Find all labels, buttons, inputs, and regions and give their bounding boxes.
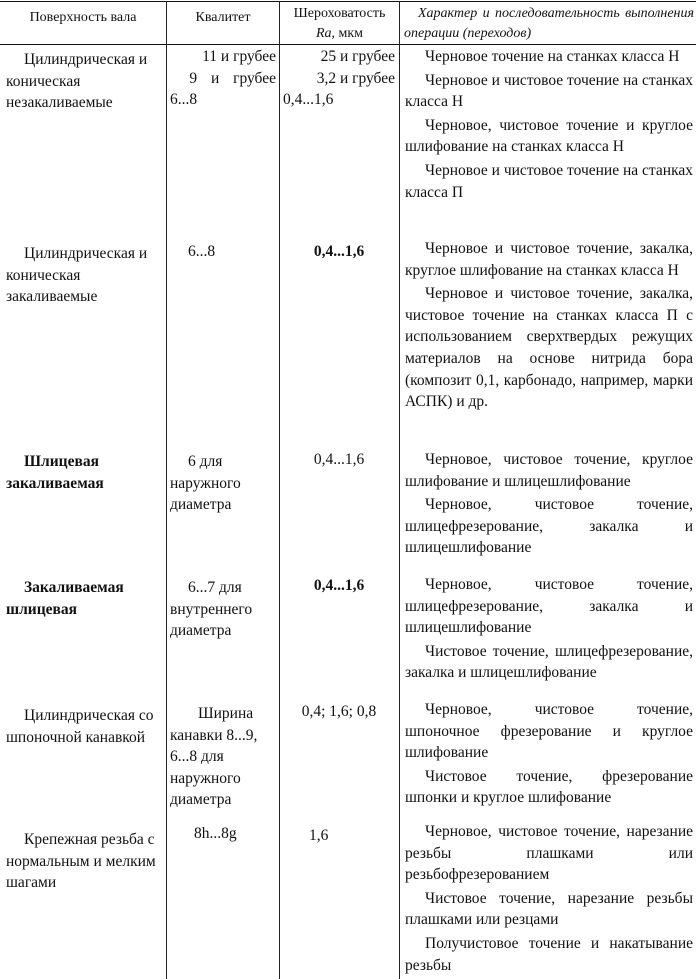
- row-4-roughness: 0,4...1,6: [313, 577, 365, 594]
- row-5-grade: Ширина канавки 8...9, 6...8 для наружного диаметра: [170, 705, 258, 809]
- column-divider-1: [166, 1, 167, 979]
- row-6-grade: 8h...8g: [194, 825, 237, 842]
- header-operations: Характер и последовательность выполнения операции (переходов): [404, 6, 694, 41]
- row-4-grade: 6...7 для внутреннего диаметра: [170, 579, 253, 640]
- header-roughness-title: Шероховатость: [293, 6, 386, 21]
- row-2-operations: [405, 238, 693, 413]
- row-5-surface: Цилиндрическая со шпоночной канавкой: [6, 707, 154, 746]
- header-grade: Квалитет: [195, 10, 251, 25]
- row-1-operations: [405, 46, 693, 203]
- row-2-surface: Цилиндрическая и коническая закаливаемые: [6, 245, 148, 306]
- row-2-grade: 6...8: [188, 243, 216, 260]
- row-1-roughness-2: 3,2 и грубее: [316, 69, 395, 87]
- row-1-roughness: [283, 46, 395, 111]
- row-3-grade: 6 для наружного диаметра: [170, 453, 241, 514]
- row-3-operation-1: Черновое, чистовое точение, круглое шлифование и шлицешлифование: [405, 451, 693, 490]
- header-bottom-rule: [0, 44, 696, 45]
- row-4-operation-1: Черновое, чистовое точение, шлицефрезерование, закалка и шлицешлифование: [405, 576, 693, 637]
- header-surface: Поверхность вала: [29, 10, 137, 25]
- header-roughness-ra: Ra: [315, 26, 332, 41]
- row-2-roughness: 0,4...1,6: [313, 243, 365, 260]
- row-1-grade-1: 11 и грубее: [202, 48, 276, 65]
- row-6-surface: Крепежная резьба с нормальным и мелким шагами: [6, 831, 156, 892]
- row-6-operation-2: Чистовое точение, нарезание резьбы плашками или резцами: [405, 889, 693, 929]
- row-6-operation-1: Черновое, чистовое точение, нарезание резьбы плашками или резьбофрезерованием: [405, 823, 693, 884]
- row-2-operation-1: Черновое и чистовое точение, закалка, круглое шлифование на станках класса Н: [405, 240, 693, 279]
- row-1-operation-4: Черновое и чистовое точение на станках класса П: [405, 161, 693, 201]
- row-3-operations: [405, 449, 693, 559]
- row-4-operations: [405, 574, 693, 684]
- row-6-operation-3: Получистовое точение и накатывание резьбы: [405, 934, 693, 974]
- row-1-operation-3: Черновое, чистовое точение и круглое шлифование на станках класса Н: [405, 116, 693, 156]
- header-roughness: [281, 4, 398, 44]
- row-3-surface: Шлицевая закаливаемая: [6, 453, 104, 492]
- row-1-operation-2: Черновое и чистовое точение на станках класса Н: [405, 71, 693, 111]
- row-1-operation-1: Черновое точение на станках класса Н: [425, 48, 680, 65]
- row-5-operation-1: Черновое, чистовое точение, шпоночное фрезерование и круглое шлифование: [405, 701, 693, 762]
- row-1-grades: [170, 46, 278, 111]
- row-4-surface: Закаливаемая шлицевая: [6, 579, 124, 618]
- header-roughness-unit: , мкм: [331, 26, 364, 41]
- row-1-roughness-3: 0,4...1,6: [283, 91, 334, 109]
- row-1-grade-3: 6...8: [170, 91, 198, 109]
- row-5-operations: [405, 699, 693, 809]
- row-2-operation-2: Черновое и чистовое точение, закалка, чистовое точение на станках класса П с использованием сверхтвердых режущих материалов на основе нитрида бора (композит 0,1, карбонадо, например, марки АСПК) и др.: [405, 285, 693, 411]
- row-6-roughness: 1,6: [309, 827, 329, 844]
- row-5-roughness: 0,4; 1,6; 0,8: [301, 703, 377, 720]
- row-1-surface: Цилиндрическая и коническая незакаливаемые: [6, 51, 148, 112]
- row-3-operation-2: Черновое, чистовое точение, шлицефрезерование, закалка и шлицешлифование: [405, 496, 693, 557]
- row-3-roughness: 0,4...1,6: [313, 451, 365, 468]
- table-top-rule: [0, 1, 696, 2]
- row-6-operations: [405, 821, 693, 976]
- row-5-operation-2: Чистовое точение, фрезерование шпонки и круглое шлифование: [405, 767, 693, 807]
- row-4-operation-2: Чистовое точение, шлицефрезерование, закалка и шлицешлифование: [405, 642, 693, 682]
- row-1-grade-2: 9 и грубее: [189, 69, 276, 87]
- row-1-roughness-1: 25 и грубее: [320, 48, 395, 65]
